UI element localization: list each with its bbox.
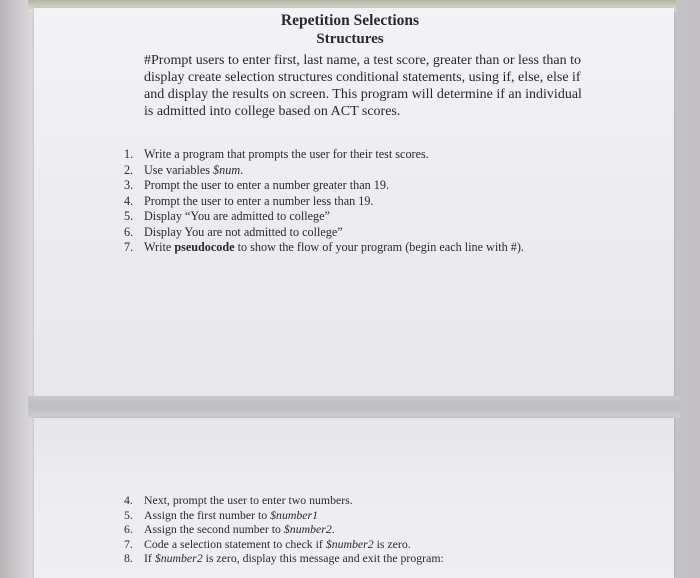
item-text: Assign the first number to xyxy=(144,507,271,522)
item-text: Write a program that prompts the user for their test scores. xyxy=(144,147,429,161)
item-text: . xyxy=(331,522,335,536)
item-number: 7. xyxy=(124,240,134,254)
list-item xyxy=(124,522,444,537)
item-text: If xyxy=(144,551,155,565)
item-text: Assign the second number to xyxy=(144,522,284,536)
variable-name: $number2 xyxy=(283,522,332,536)
item-text: is zero, display this message and exit the program: xyxy=(202,551,444,565)
list-item xyxy=(124,493,444,508)
item-text: Display “You are admitted to college” xyxy=(144,209,330,223)
emphasis-text: pseudocode xyxy=(174,240,235,254)
instruction-list-bottom xyxy=(124,493,444,566)
list-item xyxy=(124,178,524,194)
item-text: Prompt the user to enter a number less than 19. xyxy=(144,193,374,208)
item-number: 3. xyxy=(124,178,134,192)
item-number: 4. xyxy=(124,193,134,208)
item-text: Next, prompt the user to enter two numbers. xyxy=(144,493,353,507)
panel-separator xyxy=(28,396,680,418)
instruction-list-top xyxy=(124,147,524,256)
list-item xyxy=(124,225,524,241)
variable-name: $number2 xyxy=(154,551,203,565)
item-number: 6. xyxy=(124,522,133,536)
item-number: 7. xyxy=(124,536,133,551)
list-item xyxy=(124,209,524,225)
list-item xyxy=(124,508,444,523)
list-item xyxy=(124,537,444,552)
list-item xyxy=(124,147,524,163)
page-subtitle: Structures xyxy=(316,31,384,47)
intro-paragraph: #Prompt users to enter first, last name, a test score, greater than or less than to display create selection structures conditional statements, using if, else, else if and display the results on screen. This program will determine if an individual is admitted into college based on ACT scores. xyxy=(144,53,582,119)
item-text: is zero. xyxy=(373,536,411,551)
list-item xyxy=(124,194,524,210)
list-item xyxy=(124,163,524,179)
item-number: 5. xyxy=(124,209,134,223)
item-number: 2. xyxy=(124,162,134,177)
item-number: 1. xyxy=(124,147,134,161)
item-text: Prompt the user to enter a number greater than 19. xyxy=(144,178,390,192)
variable-name: $number1 xyxy=(270,507,318,522)
item-number: 5. xyxy=(124,507,133,522)
item-text: . xyxy=(240,162,244,177)
item-text: Display You are not admitted to college” xyxy=(144,224,343,239)
item-text: to show the flow of your program (begin each line with #). xyxy=(234,240,524,254)
item-number: 6. xyxy=(124,224,134,239)
item-text: Use variables xyxy=(144,162,214,177)
list-item xyxy=(124,240,524,256)
variable-name: $num xyxy=(213,162,241,177)
page-title: Repetition Selections xyxy=(280,12,420,29)
item-text: Write xyxy=(144,240,175,254)
item-number: 8. xyxy=(124,551,133,565)
variable-name: $number2 xyxy=(325,536,374,551)
list-item xyxy=(124,551,444,566)
item-number: 4. xyxy=(124,493,133,507)
item-text: Code a selection statement to check if xyxy=(144,536,326,551)
